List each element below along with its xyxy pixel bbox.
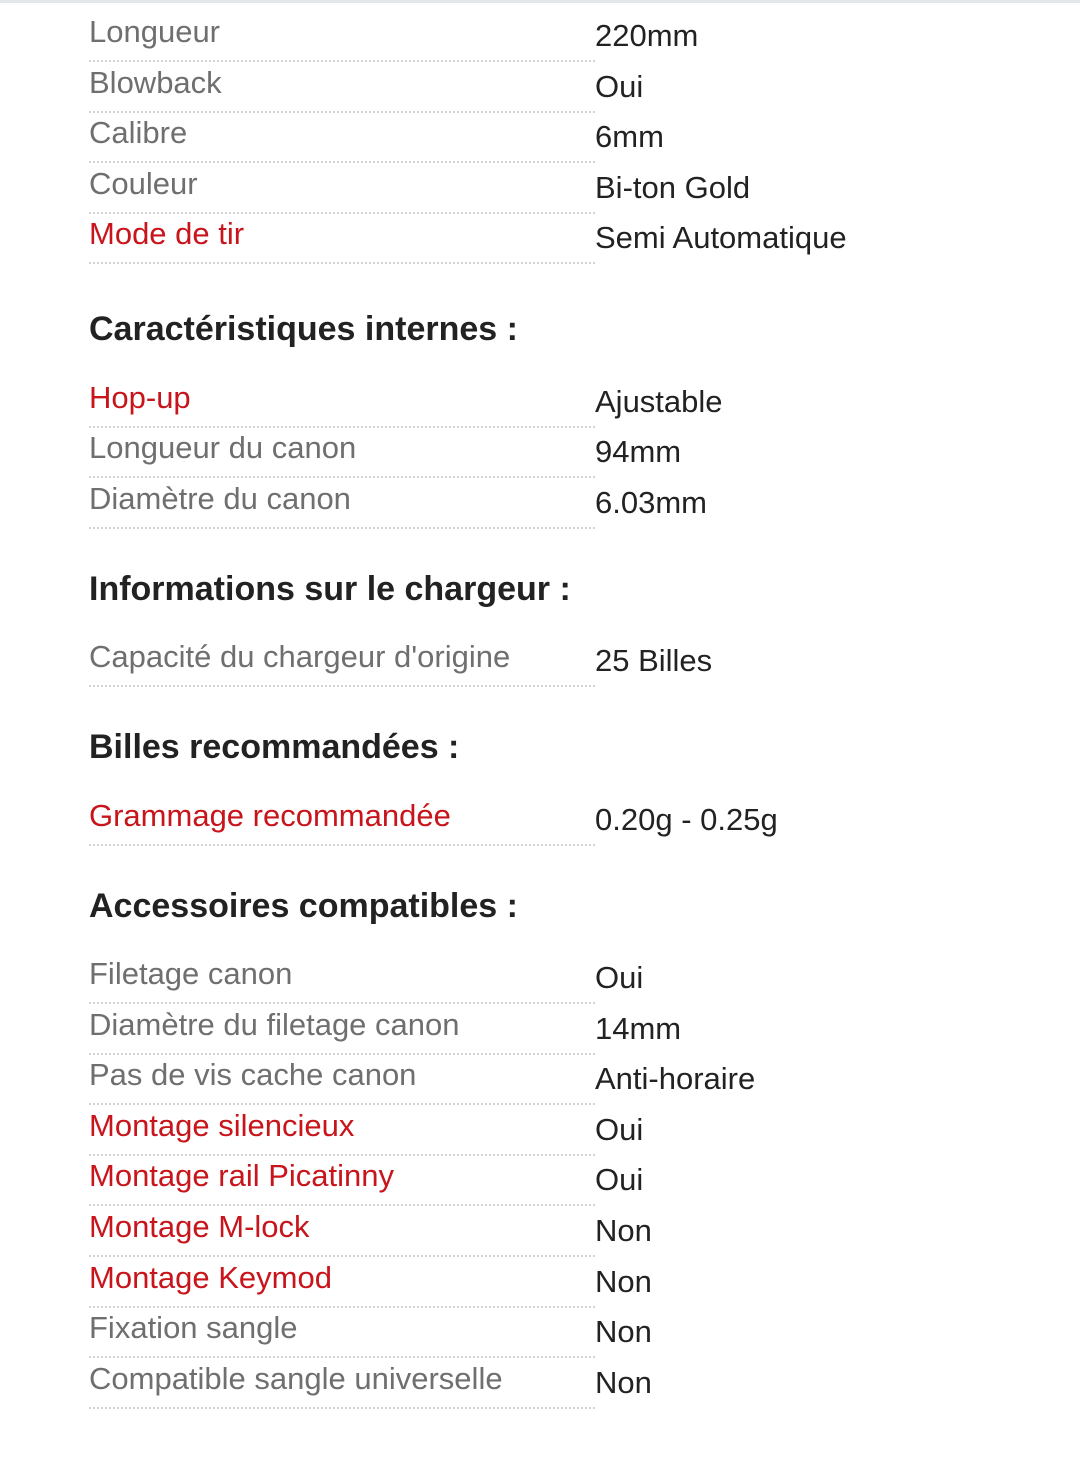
spec-label: Blowback	[89, 63, 595, 113]
spec-label-link[interactable]: Montage M-lock	[89, 1207, 595, 1257]
spec-row	[0, 954, 1080, 1005]
spec-label-link[interactable]: Montage rail Picatinny	[89, 1156, 595, 1206]
spec-value: Non	[595, 1264, 652, 1299]
spec-row	[0, 1106, 1080, 1157]
spec-row	[0, 428, 1080, 479]
spec-row	[0, 63, 1080, 114]
spec-value: 220mm	[595, 18, 699, 53]
spec-value: Oui	[595, 1112, 644, 1147]
spec-value: Non	[595, 1314, 652, 1349]
spec-row	[0, 378, 1080, 429]
spec-label: Diamètre du canon	[89, 479, 595, 529]
section-heading: Caractéristiques internes :	[89, 310, 518, 348]
spec-value: Non	[595, 1213, 652, 1248]
spec-label-link[interactable]: Mode de tir	[89, 214, 595, 264]
section-heading: Accessoires compatibles :	[89, 887, 518, 925]
spec-label: Capacité du chargeur d'origine	[89, 637, 595, 687]
spec-value: Bi-ton Gold	[595, 170, 751, 205]
spec-row	[0, 1258, 1080, 1309]
spec-row	[0, 214, 1080, 265]
top-border	[0, 0, 1080, 3]
spec-value: Anti-horaire	[595, 1061, 756, 1096]
spec-row	[0, 796, 1080, 847]
spec-row	[0, 1156, 1080, 1207]
spec-label: Diamètre du filetage canon	[89, 1005, 595, 1055]
spec-value: 14mm	[595, 1011, 682, 1046]
spec-label-link[interactable]: Montage silencieux	[89, 1106, 595, 1156]
spec-value: Oui	[595, 960, 644, 995]
spec-row	[0, 113, 1080, 164]
spec-row	[0, 1207, 1080, 1258]
spec-value: 94mm	[595, 434, 682, 469]
spec-value: Semi Automatique	[595, 220, 847, 255]
spec-row	[0, 1308, 1080, 1359]
section-heading: Billes recommandées :	[89, 728, 460, 766]
spec-value: Non	[595, 1365, 652, 1400]
spec-value: 6.03mm	[595, 485, 707, 520]
spec-value: Oui	[595, 1162, 644, 1197]
spec-label: Pas de vis cache canon	[89, 1055, 595, 1105]
section-heading: Informations sur le chargeur :	[89, 570, 571, 608]
spec-label: Filetage canon	[89, 954, 595, 1004]
spec-label: Compatible sangle universelle	[89, 1359, 595, 1409]
spec-row	[0, 12, 1080, 63]
spec-label-link[interactable]: Hop-up	[89, 378, 595, 428]
spec-label-link[interactable]: Grammage recommandée	[89, 796, 595, 846]
spec-row	[0, 164, 1080, 215]
spec-value: Ajustable	[595, 384, 723, 419]
spec-row	[0, 1005, 1080, 1056]
spec-label: Couleur	[89, 164, 595, 214]
spec-label: Longueur	[89, 12, 595, 62]
spec-row	[0, 1055, 1080, 1106]
spec-value: 25 Billes	[595, 643, 713, 678]
spec-row	[0, 1359, 1080, 1410]
spec-label: Longueur du canon	[89, 428, 595, 478]
spec-row	[0, 637, 1080, 688]
spec-label-link[interactable]: Montage Keymod	[89, 1258, 595, 1308]
spec-label: Fixation sangle	[89, 1308, 595, 1358]
spec-value: 6mm	[595, 119, 664, 154]
spec-row	[0, 479, 1080, 530]
spec-value: Oui	[595, 69, 644, 104]
spec-value: 0.20g - 0.25g	[595, 802, 778, 837]
spec-label: Calibre	[89, 113, 595, 163]
